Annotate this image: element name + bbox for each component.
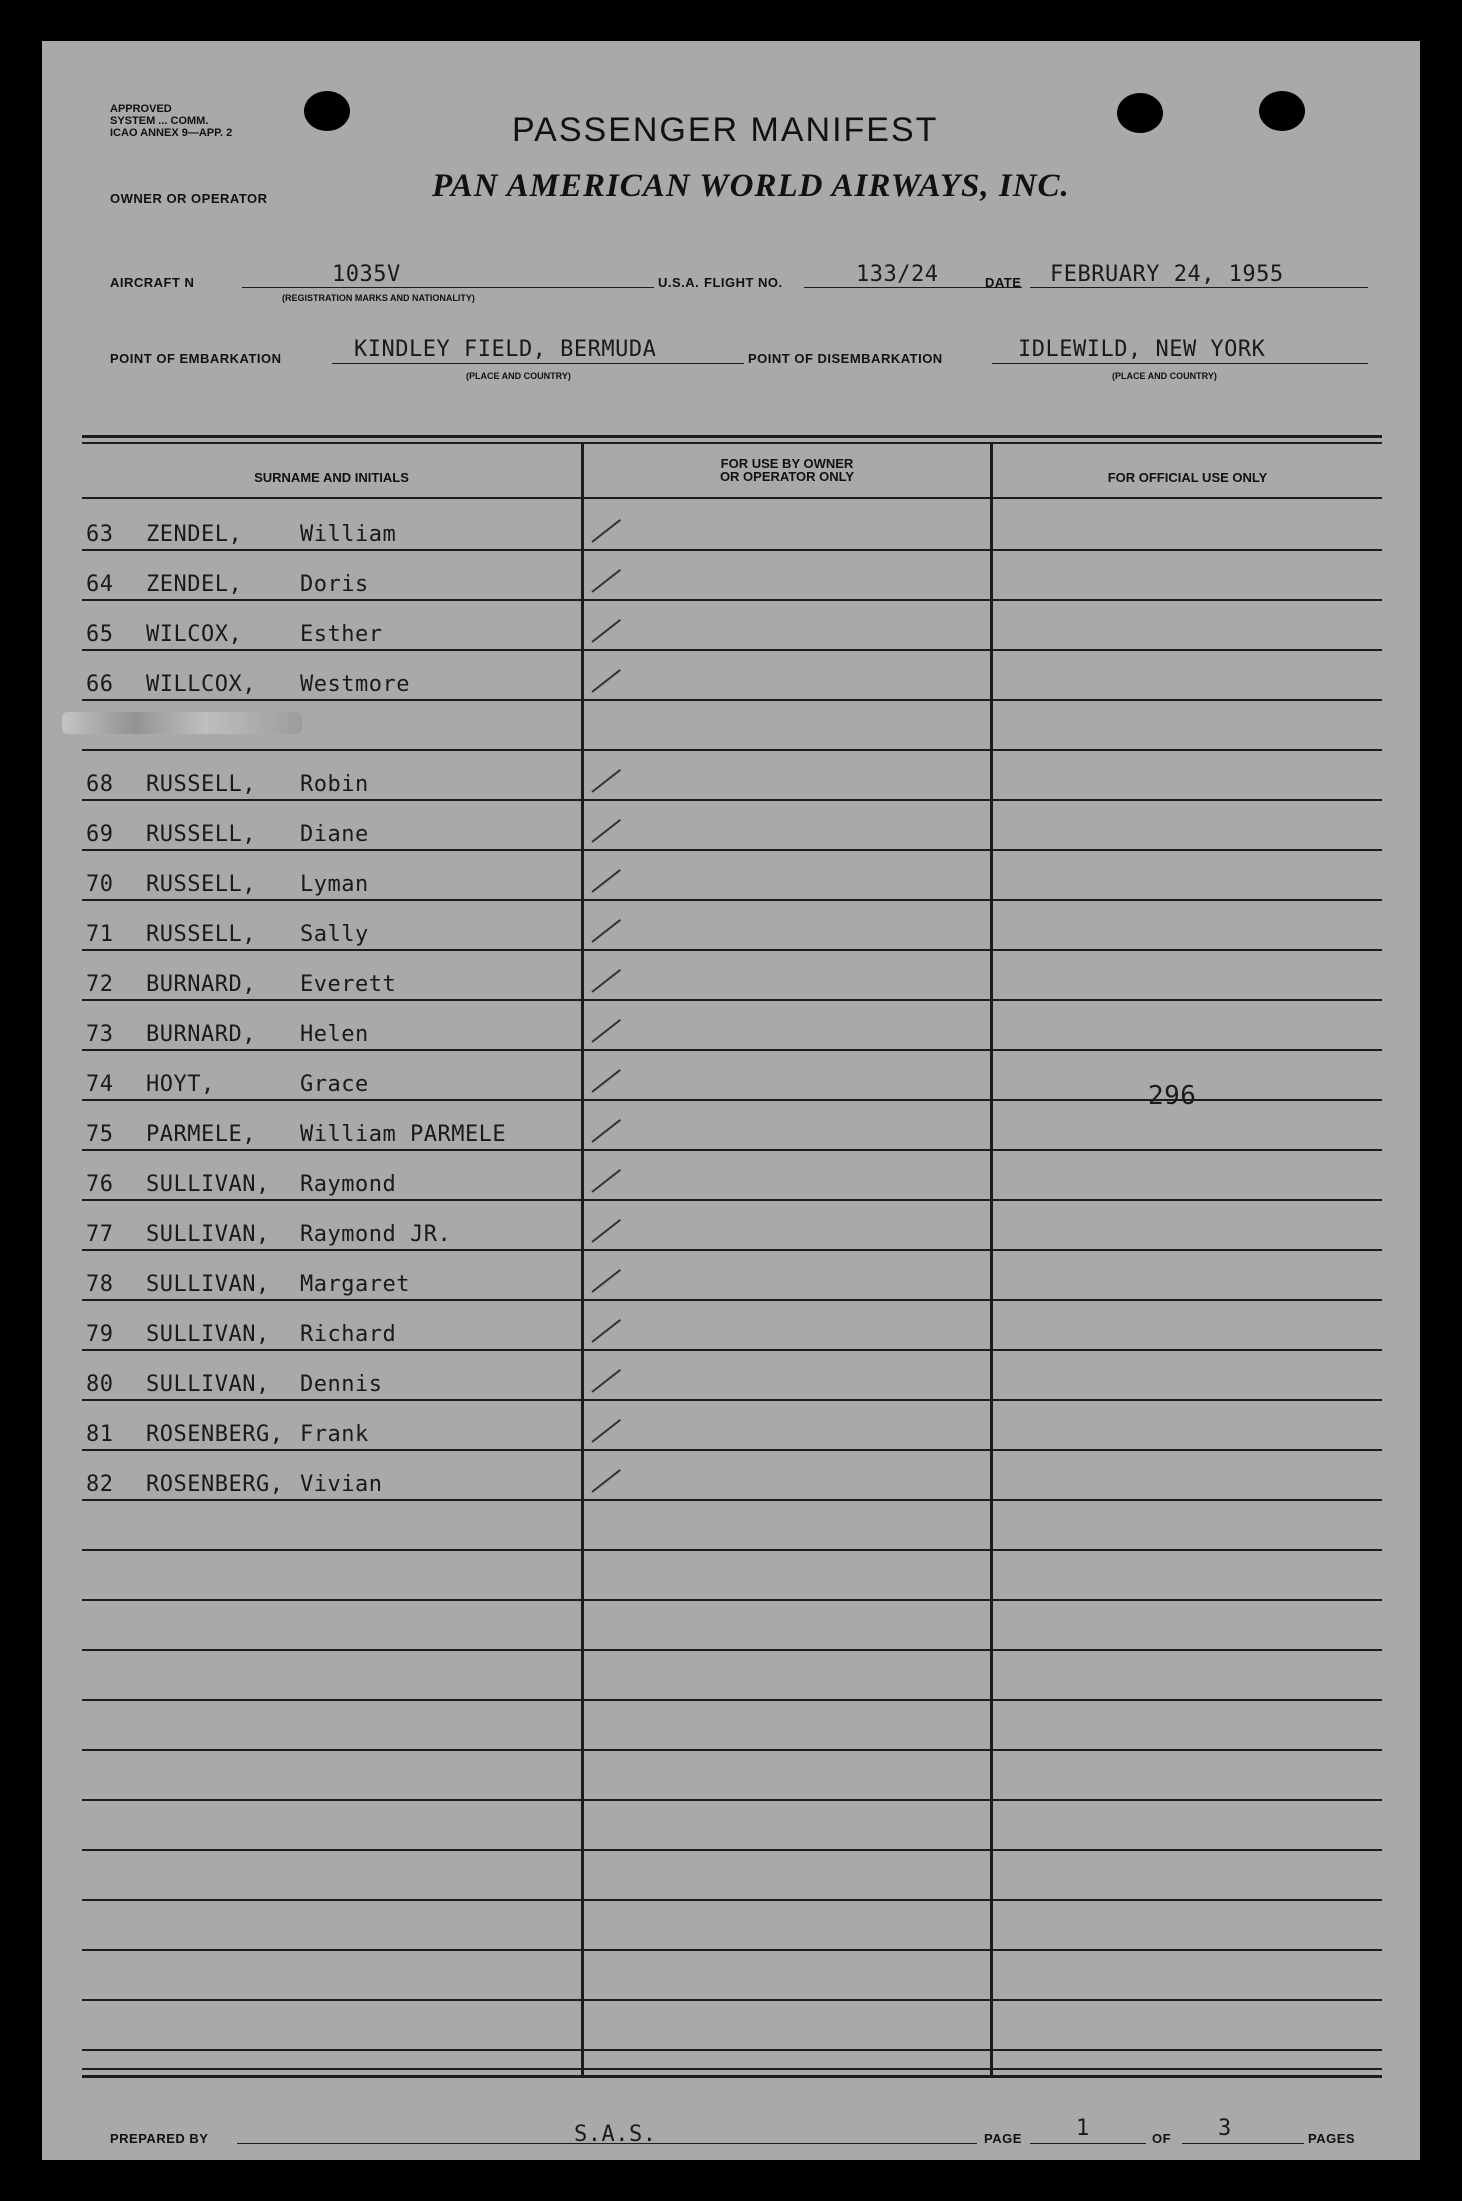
pages-label: PAGES [1308, 2131, 1356, 2146]
table-row [82, 1099, 1420, 1149]
row-rule [82, 1299, 1382, 1301]
passenger-number: 71 [86, 922, 114, 947]
passenger-surname: SULLIVAN, [146, 1222, 270, 1247]
prepared-value: S.A.S. [574, 2122, 657, 2147]
table-bottom-rule-2 [82, 2075, 1382, 2078]
table-row [82, 1199, 1420, 1249]
owner-label: OWNER OR OPERATOR [110, 191, 268, 206]
passenger-given-name: Raymond JR. [300, 1222, 452, 1247]
row-rule [82, 599, 1382, 601]
passenger-surname: SULLIVAN, [146, 1372, 270, 1397]
passenger-number: 72 [86, 972, 114, 997]
passenger-surname: SULLIVAN, [146, 1272, 270, 1297]
disembark-label: POINT OF DISEMBARKATION [748, 351, 943, 366]
table-row [82, 849, 1420, 899]
passenger-given-name: Margaret [300, 1272, 410, 1297]
table-row [82, 1299, 1420, 1349]
passenger-number: 66 [86, 672, 114, 697]
table-row [82, 1349, 1420, 1399]
approval-line-3: ICAO ANNEX 9—APP. 2 [110, 127, 233, 139]
table-row [82, 949, 1420, 999]
embark-label: POINT OF EMBARKATION [110, 351, 282, 366]
passenger-number: 69 [86, 822, 114, 847]
passenger-given-name: Grace [300, 1072, 369, 1097]
row-rule [82, 1399, 1382, 1401]
column-header-owner-2: OR OPERATOR ONLY [719, 469, 855, 484]
passenger-surname: PARMELE, [146, 1122, 256, 1147]
of-value: 3 [1218, 2116, 1232, 2141]
passenger-number: 75 [86, 1122, 114, 1147]
redacted-entry [62, 712, 302, 734]
aircraft-value: 1035V [332, 262, 401, 287]
row-rule [82, 899, 1382, 901]
passenger-given-name: Vivian [300, 1472, 383, 1497]
column-header-official: FOR OFFICIAL USE ONLY [1107, 470, 1268, 485]
row-rule [82, 749, 1382, 751]
passenger-number: 65 [86, 622, 114, 647]
passenger-number: 76 [86, 1172, 114, 1197]
table-row [82, 1149, 1420, 1199]
passenger-given-name: Doris [300, 572, 369, 597]
passenger-given-name: Esther [300, 622, 383, 647]
row-rule [82, 799, 1382, 801]
passenger-given-name: Diane [300, 822, 369, 847]
row-rule [82, 1149, 1382, 1151]
passenger-surname: BURNARD, [146, 1022, 256, 1047]
row-rule [82, 1599, 1382, 1601]
row-rule [82, 1749, 1382, 1751]
passenger-number: 77 [86, 1222, 114, 1247]
row-rule [82, 1999, 1382, 2001]
row-rule [82, 549, 1382, 551]
row-rule [82, 1349, 1382, 1351]
row-rule [82, 1449, 1382, 1451]
passenger-given-name: Helen [300, 1022, 369, 1047]
passenger-surname: ZENDEL, [146, 572, 243, 597]
row-rule [82, 949, 1382, 951]
passenger-number: 73 [86, 1022, 114, 1047]
passenger-number: 79 [86, 1322, 114, 1347]
passenger-given-name: Raymond [300, 1172, 397, 1197]
passenger-surname: HOYT, [146, 1072, 215, 1097]
punch-hole-right-2 [1259, 91, 1305, 131]
passenger-given-name: Frank [300, 1422, 369, 1447]
passenger-surname: RUSSELL, [146, 772, 256, 797]
row-rule [82, 999, 1382, 1001]
passenger-number: 64 [86, 572, 114, 597]
table-top-rule-1 [82, 435, 1382, 438]
row-rule [82, 1499, 1382, 1501]
passenger-surname: ROSENBERG, [146, 1422, 284, 1447]
embark-value: KINDLEY FIELD, BERMUDA [354, 337, 657, 362]
passenger-given-name: Richard [300, 1322, 397, 1347]
table-row [82, 1249, 1420, 1299]
country-label: U.S.A. [658, 275, 700, 290]
row-rule [82, 1799, 1382, 1801]
passenger-surname: RUSSELL, [146, 822, 256, 847]
passenger-number: 74 [86, 1072, 114, 1097]
passenger-given-name: Robin [300, 772, 369, 797]
punch-hole-left [304, 91, 350, 131]
row-rule [82, 1049, 1382, 1051]
passenger-number: 78 [86, 1272, 114, 1297]
table-row [82, 799, 1420, 849]
passenger-surname: ZENDEL, [146, 522, 243, 547]
row-rule [82, 1949, 1382, 1951]
table-row [82, 749, 1420, 799]
approval-line-2: SYSTEM ... COMM. [110, 115, 209, 127]
operator-name: PAN AMERICAN WORLD AIRWAYS, INC. [432, 168, 1070, 204]
table-row [82, 649, 1420, 699]
page-underline [1030, 2143, 1146, 2144]
row-rule [82, 1199, 1382, 1201]
passenger-number: 68 [86, 772, 114, 797]
aircraft-caption: (REGISTRATION MARKS AND NATIONALITY) [282, 293, 475, 303]
row-rule [82, 1899, 1382, 1901]
row-rule [82, 2049, 1382, 2051]
passenger-surname: WILLCOX, [146, 672, 256, 697]
aircraft-underline [242, 287, 654, 288]
passenger-given-name: Westmore [300, 672, 410, 697]
aircraft-label: AIRCRAFT N [110, 275, 195, 290]
row-rule [82, 1549, 1382, 1551]
passenger-surname: BURNARD, [146, 972, 256, 997]
passenger-given-name: William PARMELE [300, 1122, 507, 1147]
flight-value: 133/24 [856, 262, 939, 287]
embark-caption: (PLACE AND COUNTRY) [466, 371, 571, 381]
table-top-rule-2 [82, 442, 1382, 444]
row-rule [82, 849, 1382, 851]
embark-underline [332, 363, 744, 364]
table-row [82, 1449, 1420, 1499]
passenger-number: 63 [86, 522, 114, 547]
row-rule [82, 1249, 1382, 1251]
passenger-number: 80 [86, 1372, 114, 1397]
table-row [82, 549, 1420, 599]
passenger-surname: SULLIVAN, [146, 1172, 270, 1197]
page-label: PAGE [984, 2131, 1022, 2146]
date-label: DATE [985, 275, 1022, 290]
table-row [82, 599, 1420, 649]
passenger-surname: WILCOX, [146, 622, 243, 647]
date-underline [1030, 287, 1368, 288]
table-bottom-rule-1 [82, 2068, 1382, 2070]
official-use-note: 296 [1148, 1081, 1197, 1111]
table-row [82, 999, 1420, 1049]
passenger-given-name: Dennis [300, 1372, 383, 1397]
passenger-number: 82 [86, 1472, 114, 1497]
passenger-surname: RUSSELL, [146, 922, 256, 947]
page-value: 1 [1076, 2116, 1090, 2141]
passenger-surname: RUSSELL, [146, 872, 256, 897]
punch-hole-right-1 [1117, 93, 1163, 133]
prepared-label: PREPARED BY [110, 2131, 209, 2146]
disembark-underline [992, 363, 1368, 364]
of-label: OF [1152, 2131, 1172, 2146]
flight-label: FLIGHT NO. [704, 275, 783, 290]
row-rule [82, 1649, 1382, 1651]
row-rule [82, 1849, 1382, 1851]
page-title: PASSENGER MANIFEST [512, 111, 939, 149]
date-value: FEBRUARY 24, 1955 [1050, 262, 1284, 287]
column-header-surname: SURNAME AND INITIALS [254, 470, 409, 485]
disembark-caption: (PLACE AND COUNTRY) [1112, 371, 1217, 381]
passenger-surname: ROSENBERG, [146, 1472, 284, 1497]
passenger-given-name: Sally [300, 922, 369, 947]
passenger-given-name: Lyman [300, 872, 369, 897]
passenger-given-name: Everett [300, 972, 397, 997]
passenger-number: 70 [86, 872, 114, 897]
passenger-given-name: William [300, 522, 397, 547]
passenger-surname: SULLIVAN, [146, 1322, 270, 1347]
row-rule [82, 649, 1382, 651]
passenger-number: 81 [86, 1422, 114, 1447]
column-header-owner-1: FOR USE BY OWNER [720, 456, 854, 471]
disembark-value: IDLEWILD, NEW YORK [1018, 337, 1266, 362]
approval-line-1: APPROVED [110, 103, 172, 115]
row-rule [82, 1699, 1382, 1701]
table-row [82, 899, 1420, 949]
table-row [82, 1399, 1420, 1449]
row-rule [82, 699, 1382, 701]
table-row [82, 1049, 1420, 1099]
of-underline [1182, 2143, 1304, 2144]
manifest-sheet [42, 41, 1420, 2160]
table-row [82, 499, 1420, 549]
